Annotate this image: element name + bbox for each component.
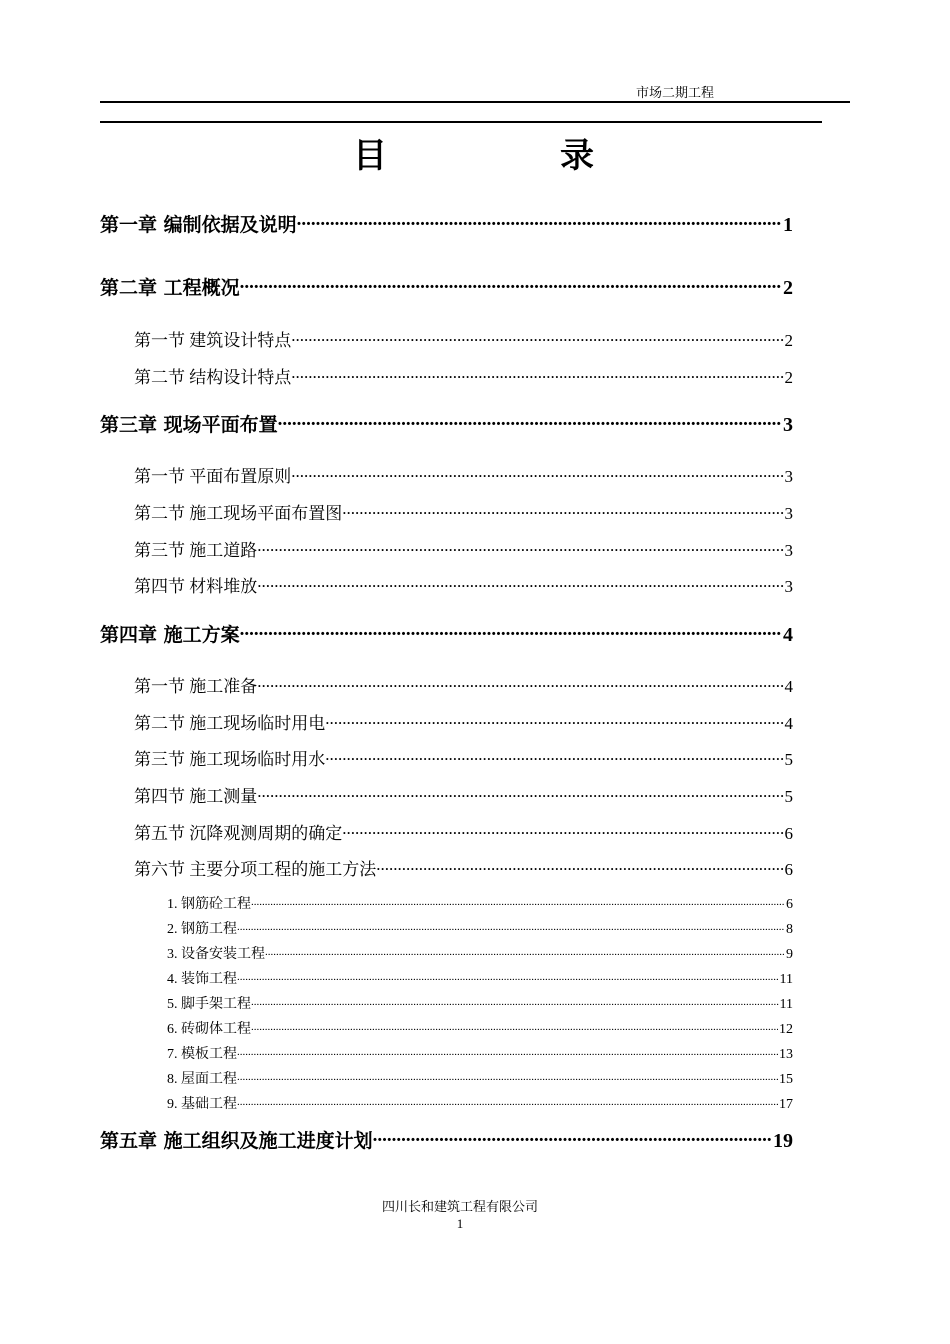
footer-page-number: 1: [456, 1216, 464, 1231]
toc-entry-label: 第五节 沉降观测周期的确定: [134, 824, 343, 843]
toc-entry-label: 7. 模板工程: [167, 1047, 237, 1062]
toc-entry-page: 2: [784, 331, 793, 350]
toc-entry-page: 3: [784, 504, 793, 523]
toc-entry-label: 3. 设备安装工程: [167, 947, 265, 962]
toc-entry-label: 第六节 主要分项工程的施工方法: [134, 860, 377, 879]
toc-section[interactable]: [134, 782, 793, 804]
toc-leader-dots: [297, 212, 782, 231]
title-rule: [100, 121, 822, 123]
toc-entry-page: 2: [784, 368, 793, 387]
toc-entry-page: 9: [786, 947, 793, 962]
toc-leader-dots: [240, 622, 782, 641]
toc-entry-label: 6. 砖砌体工程: [167, 1022, 251, 1037]
toc-leader-dots: [237, 969, 779, 983]
toc-leader-dots: [291, 366, 783, 383]
toc-chapter-3[interactable]: [100, 410, 793, 436]
toc-chapter-1[interactable]: [100, 210, 793, 236]
footer-company: 四川长和建筑工程有限公司: [381, 1199, 538, 1214]
toc-subsection[interactable]: [167, 1018, 793, 1036]
toc-entry-label: 第二章 工程概况: [100, 277, 240, 299]
toc-section[interactable]: [134, 326, 793, 348]
toc-leader-dots: [237, 1094, 778, 1108]
toc-chapter-2[interactable]: [100, 273, 793, 299]
toc-entry-page: 4: [784, 677, 793, 696]
toc-leader-dots: [265, 944, 785, 958]
header-rule: [100, 101, 850, 103]
toc-title-left: 目: [353, 136, 387, 176]
toc-entry-label: 8. 屋面工程: [167, 1072, 237, 1087]
toc-leader-dots: [257, 675, 783, 692]
toc-leader-dots: [251, 994, 779, 1008]
toc-leader-dots: [325, 748, 783, 765]
toc-entry-page: 11: [779, 972, 793, 987]
toc-section[interactable]: [134, 572, 793, 594]
toc-section[interactable]: [134, 855, 793, 877]
toc-entry-label: 第五章 施工组织及施工进度计划: [100, 1130, 373, 1152]
toc-leader-dots: [257, 539, 783, 556]
toc-subsection[interactable]: [167, 943, 793, 961]
toc-entry-label: 第二节 施工现场临时用电: [134, 714, 326, 733]
toc-entry-page: 5: [784, 750, 793, 769]
toc-chapter-5[interactable]: [100, 1126, 793, 1152]
toc-entry-page: 19: [773, 1130, 793, 1152]
toc-leader-dots: [237, 1069, 778, 1083]
toc-entry-page: 15: [779, 1072, 793, 1087]
toc-title-right: 录: [560, 136, 594, 176]
toc-entry-label: 2. 钢筋工程: [167, 922, 237, 937]
toc-entry-label: 第一节 建筑设计特点: [134, 331, 292, 350]
toc-entry-page: 6: [784, 824, 793, 843]
toc-leader-dots: [251, 1019, 778, 1033]
toc-entry-label: 第二节 结构设计特点: [134, 368, 292, 387]
toc-entry-label: 4. 装饰工程: [167, 972, 237, 987]
toc-leader-dots: [373, 1128, 772, 1147]
toc-leader-dots: [278, 412, 782, 431]
toc-subsection[interactable]: [167, 968, 793, 986]
toc-leader-dots: [240, 275, 782, 294]
toc-leader-dots: [291, 465, 783, 482]
toc-leader-dots: [257, 785, 783, 802]
toc-chapter-4[interactable]: [100, 620, 793, 646]
toc-section[interactable]: [134, 819, 793, 841]
toc-entry-label: 第四节 材料堆放: [134, 577, 258, 596]
toc-leader-dots: [251, 894, 785, 908]
toc-entry-page: 8: [786, 922, 793, 937]
toc-section[interactable]: [134, 672, 793, 694]
toc-title: [0, 134, 950, 178]
toc-entry-label: 5. 脚手架工程: [167, 997, 251, 1012]
toc-section[interactable]: [134, 709, 793, 731]
toc-entry-page: 12: [779, 1022, 793, 1037]
toc-entry-label: 第三节 施工道路: [134, 541, 258, 560]
toc-entry-label: 第四节 施工测量: [134, 787, 258, 806]
running-header: 市场二期工程: [636, 85, 715, 100]
toc-entry-page: 2: [783, 277, 793, 299]
toc-entry-label: 9. 基础工程: [167, 1097, 237, 1112]
toc-leader-dots: [237, 1044, 778, 1058]
toc-entry-page: 4: [783, 624, 793, 646]
toc-entry-page: 17: [779, 1097, 793, 1112]
toc-subsection[interactable]: [167, 1068, 793, 1086]
toc-entry-label: 第一节 平面布置原则: [134, 467, 292, 486]
toc-entry-label: 第二节 施工现场平面布置图: [134, 504, 343, 523]
toc-leader-dots: [342, 822, 783, 839]
toc-entry-page: 5: [784, 787, 793, 806]
toc-leader-dots: [342, 502, 783, 519]
toc-section[interactable]: [134, 363, 793, 385]
toc-section[interactable]: [134, 745, 793, 767]
toc-entry-label: 第一节 施工准备: [134, 677, 258, 696]
toc-leader-dots: [325, 712, 783, 729]
toc-subsection[interactable]: [167, 1093, 793, 1111]
toc-entry-page: 3: [784, 467, 793, 486]
toc-entry-label: 第三节 施工现场临时用水: [134, 750, 326, 769]
toc-leader-dots: [237, 919, 785, 933]
toc-entry-page: 4: [784, 714, 793, 733]
toc-leader-dots: [291, 329, 783, 346]
toc-entry-page: 11: [779, 997, 793, 1012]
toc-entry-page: 3: [783, 414, 793, 436]
toc-entry-label: 1. 钢筋砼工程: [167, 897, 251, 912]
toc-section[interactable]: [134, 462, 793, 484]
toc-section[interactable]: [134, 536, 793, 558]
toc-entry-label: 第四章 施工方案: [100, 624, 240, 646]
toc-entry-page: 3: [784, 541, 793, 560]
toc-leader-dots: [376, 858, 783, 875]
toc-entry-page: 6: [786, 897, 793, 912]
toc-entry-page: 6: [784, 860, 793, 879]
toc-entry-label: 第三章 现场平面布置: [100, 414, 278, 436]
toc-section[interactable]: [134, 499, 793, 521]
toc-leader-dots: [257, 575, 783, 592]
toc-entry-page: 3: [784, 577, 793, 596]
toc-entry-page: 1: [783, 214, 793, 236]
toc-entry-label: 第一章 编制依据及说明: [100, 214, 297, 236]
toc-subsection[interactable]: [167, 993, 793, 1011]
toc-subsection[interactable]: [167, 1043, 793, 1061]
toc-subsection[interactable]: [167, 918, 793, 936]
toc-entry-page: 13: [779, 1047, 793, 1062]
toc-subsection[interactable]: [167, 893, 793, 911]
